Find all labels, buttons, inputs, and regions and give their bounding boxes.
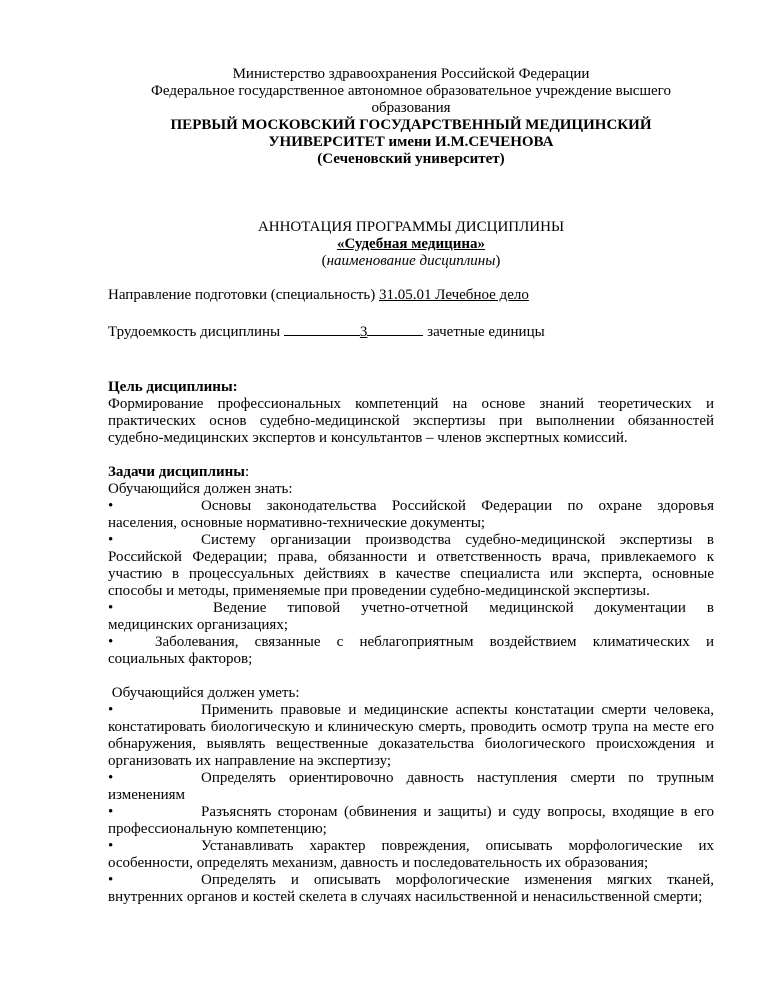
direction-line bbox=[108, 287, 714, 304]
discipline-name: «Судебная медицина» bbox=[336, 236, 486, 252]
discipline-caption: (наименование дисциплины) bbox=[321, 253, 501, 269]
bullet-icon: • bbox=[108, 838, 114, 854]
document-page bbox=[108, 66, 714, 906]
annotation-title-block bbox=[108, 219, 714, 270]
bullet-icon: • bbox=[108, 498, 114, 514]
credits-line bbox=[108, 321, 714, 341]
know-intro: Обучающийся должен знать: bbox=[108, 481, 293, 497]
list-item: • Ведение типовой учетно-отчетной медицинской документации в медицинских организациях; bbox=[108, 600, 714, 633]
tasks-heading: Задачи дисциплины: bbox=[108, 464, 250, 480]
institution-header bbox=[108, 66, 714, 168]
list-item: • Разъяснять сторонам (обвинения и защиты) и суду вопросы, входящие в его профессиональную компетенцию; bbox=[108, 804, 714, 837]
university-name-line: ПЕРВЫЙ МОСКОВСКИЙ ГОСУДАРСТВЕННЫЙ МЕДИЦИНСКИЙ bbox=[170, 117, 652, 133]
credits-label: Трудоемкость дисциплины bbox=[108, 324, 284, 340]
list-item: • Определять ориентировочно давность наступления смерти по трупным изменениям bbox=[108, 770, 714, 803]
ministry-line: Министерство здравоохранения Российской Федерации bbox=[232, 66, 590, 82]
university-short-name: (Сеченовский университет) bbox=[317, 151, 505, 167]
credits-blank-left bbox=[284, 321, 360, 336]
bullet-icon: • bbox=[108, 872, 114, 888]
list-item: • Основы законодательства Российской Федерации по охране здоровья населения, основные нормативно-технические документы; bbox=[108, 498, 714, 531]
credits-blank-right bbox=[367, 321, 423, 336]
annotation-title: АННОТАЦИЯ ПРОГРАММЫ ДИСЦИПЛИНЫ bbox=[257, 219, 565, 235]
bullet-icon: • bbox=[108, 634, 114, 650]
know-list bbox=[108, 498, 714, 668]
bullet-icon: • bbox=[108, 804, 114, 820]
bullet-icon: • bbox=[108, 702, 114, 718]
bullet-icon: • bbox=[108, 532, 114, 548]
credits-unit: зачетные единицы bbox=[423, 324, 545, 340]
goal-text-line: судебно-медицинских экспертов и консультантов – членов экспертных комиссий. bbox=[108, 430, 628, 446]
can-intro: Обучающийся должен уметь: bbox=[108, 685, 300, 701]
goal-section bbox=[108, 379, 714, 447]
list-item: • Заболевания, связанные с неблагоприятным воздействием климатических и социальных факторов; bbox=[108, 634, 714, 667]
goal-text-line: практических основ судебно-медицинской экспертизы при выполнении обязанностей bbox=[108, 413, 714, 429]
goal-text-line: Формирование профессиональных компетенций на основе знаний теоретических и bbox=[108, 396, 714, 412]
tasks-section bbox=[108, 464, 714, 906]
institution-type-line-cont: образования bbox=[371, 100, 451, 116]
bullet-icon: • bbox=[108, 600, 114, 616]
direction-value: 31.05.01 Лечебное дело bbox=[379, 287, 529, 303]
list-item: • Устанавливать характер повреждения, описывать морфологические их особенности, определять механизм, давность и последовательность их образования; bbox=[108, 838, 714, 871]
credits-value: 3 bbox=[359, 324, 368, 340]
list-item: • Систему организации производства судебно-медицинской экспертизы в Российской Федерации; права, обязанности и ответственность врача, привлекаемого к участию в процессуальных действиях в качестве специалиста или эксперта, основные способы и методы, применяемые при проведении судебно-медицинской экспертизы. bbox=[108, 532, 714, 599]
direction-label: Направление подготовки (специальность) bbox=[108, 287, 379, 303]
can-list bbox=[108, 702, 714, 906]
list-item: • Определять и описывать морфологические изменения мягких тканей, внутренних органов и костей скелета в случаях насильственной и ненасильственной смерти; bbox=[108, 872, 714, 905]
university-name-line-cont: УНИВЕРСИТЕТ имени И.М.СЕЧЕНОВА bbox=[268, 134, 554, 150]
list-item: • Применить правовые и медицинские аспекты констатации смерти человека, констатировать биологическую и клиническую смерть, проводить осмотр трупа на месте его обнаружения, выявлять вещественные доказательства биологического происхождения и организовать их направление на экспертизу; bbox=[108, 702, 714, 769]
goal-heading: Цель дисциплины: bbox=[108, 379, 238, 395]
institution-type-line: Федеральное государственное автономное образовательное учреждение высшего bbox=[151, 83, 671, 99]
bullet-icon: • bbox=[108, 770, 114, 786]
